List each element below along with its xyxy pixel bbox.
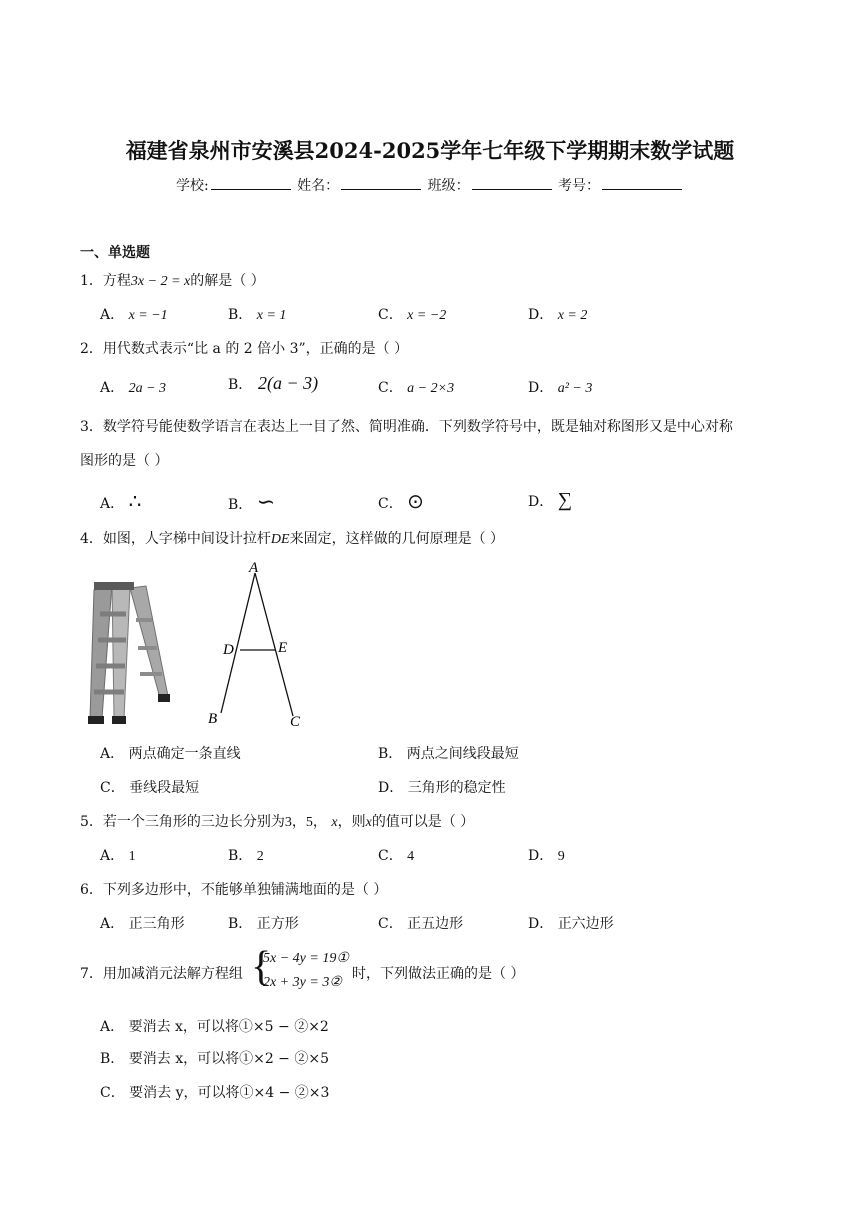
option-b: B． 2 xyxy=(228,848,264,864)
vertex-label-a: A xyxy=(249,560,259,576)
question-text: 如图，人字梯中间设计拉杆 xyxy=(102,531,271,547)
option-b: B． ∽ xyxy=(228,489,276,514)
option-a: A． x = −1 xyxy=(100,307,168,323)
option-d: D． 正六边形 xyxy=(528,916,614,932)
question-number: 7． xyxy=(80,966,103,982)
question-text: 用代数式表示“比 a 的 2 倍小 3”，正确的是（ ） xyxy=(102,341,409,357)
question-expression: DE xyxy=(270,532,290,547)
option-c: C． 要消去 y，可以将①×4 − ②×3 xyxy=(100,1085,330,1101)
system-brace: { xyxy=(251,944,272,990)
question-4 xyxy=(80,528,504,548)
option-d: D． 9 xyxy=(528,848,565,864)
question-number: 6． xyxy=(80,882,103,898)
class-label: 班级： xyxy=(427,178,470,194)
question-1 xyxy=(80,270,265,290)
option-d: D． x = 2 xyxy=(528,307,588,323)
option-b: B． 正方形 xyxy=(228,916,299,932)
question-text: 数学符号能使数学语言在表达上一目了然、简明准确．下列数学符号中，既是轴对称图形又是中心对称 xyxy=(102,419,733,435)
option-b: B． 两点之间线段最短 xyxy=(378,746,519,762)
question-3 xyxy=(80,416,733,436)
question-text: 下列多边形中，不能够单独铺满地面的是（ ） xyxy=(102,882,388,898)
option-d: D． 三角形的稳定性 xyxy=(378,780,506,796)
question-text: 来固定，这样做的几何原理是（ ） xyxy=(289,531,505,547)
question-2 xyxy=(80,338,408,358)
question-number: 3． xyxy=(80,419,103,435)
question-text: 方程 xyxy=(102,273,131,289)
equation-2: 2x + 3y = 3② xyxy=(263,975,342,990)
option-c: C． 正五边形 xyxy=(378,916,464,932)
exam-no-blank xyxy=(602,177,682,190)
option-a: A． 1 xyxy=(100,848,136,864)
vertex-label-b: B xyxy=(208,711,218,727)
option-d: D． a² − 3 xyxy=(528,380,593,396)
question-5: 5．若一个三角形的三边长分别为3，5， x，则x的值可以是（ ） xyxy=(80,814,475,830)
option-c: C． 垂线段最短 xyxy=(100,780,200,796)
option-b: B． 2(a − 3) xyxy=(228,373,319,393)
option-c: C． x = −2 xyxy=(378,307,447,323)
question-number: 2． xyxy=(80,341,103,357)
question-6 xyxy=(80,879,387,899)
question-number: 5． xyxy=(80,814,103,830)
school-label: 学校: xyxy=(175,178,209,194)
ladder-image xyxy=(80,578,180,730)
vertex-label-c: C xyxy=(290,714,301,730)
question-7 xyxy=(80,963,243,983)
therefore-symbol: ∴ xyxy=(128,491,142,513)
name-blank xyxy=(341,177,421,190)
sigma-symbol: ∑ xyxy=(557,489,572,511)
circle-dot-symbol: ⊙ xyxy=(407,491,424,513)
option-a: A． 2a − 3 xyxy=(100,380,167,396)
student-info-line xyxy=(0,175,860,195)
section-heading: 一、单选题 xyxy=(80,245,150,261)
name-label: 姓名： xyxy=(297,178,340,194)
question-number: 1． xyxy=(80,273,103,289)
page-title: 福建省泉州市安溪县2024-2025学年七年级下学期期末数学试题 xyxy=(125,138,735,163)
option-c: C． 4 xyxy=(378,848,415,864)
triangle-diagram xyxy=(200,558,310,733)
question-text: 的解是（ ） xyxy=(190,273,265,289)
similar-symbol: ∽ xyxy=(256,489,276,514)
option-c: C． a − 2×3 xyxy=(378,380,455,396)
option-b: B． 要消去 x，可以将①×2 − ②×5 xyxy=(100,1051,330,1067)
option-c: C． ⊙ xyxy=(378,491,424,513)
equation-1: 5x − 4y = 19① xyxy=(263,951,349,966)
option-a: A． 两点确定一条直线 xyxy=(100,746,241,762)
class-blank xyxy=(472,177,552,190)
question-text: 若一个三角形的三边长分别为 xyxy=(102,814,285,830)
question-7-tail: 时，下列做法正确的是（ ） xyxy=(352,966,525,982)
option-d: D． ∑ xyxy=(528,489,572,511)
vertex-label-d: D xyxy=(223,642,234,658)
question-expression: 3x − 2 = x xyxy=(130,274,191,289)
option-a: A． 正三角形 xyxy=(100,916,185,932)
question-text: 用加减消元法解方程组 xyxy=(102,966,243,982)
school-blank xyxy=(211,177,291,190)
question-3-line-2: 图形的是（ ） xyxy=(80,453,169,469)
exam-no-label: 考号： xyxy=(558,178,601,194)
option-a: A． 要消去 x，可以将①×5 − ②×2 xyxy=(100,1019,329,1035)
question-number: 4． xyxy=(80,531,103,547)
option-b: B． x = 1 xyxy=(228,307,287,323)
option-a: A． ∴ xyxy=(100,491,142,513)
vertex-label-e: E xyxy=(278,640,288,656)
